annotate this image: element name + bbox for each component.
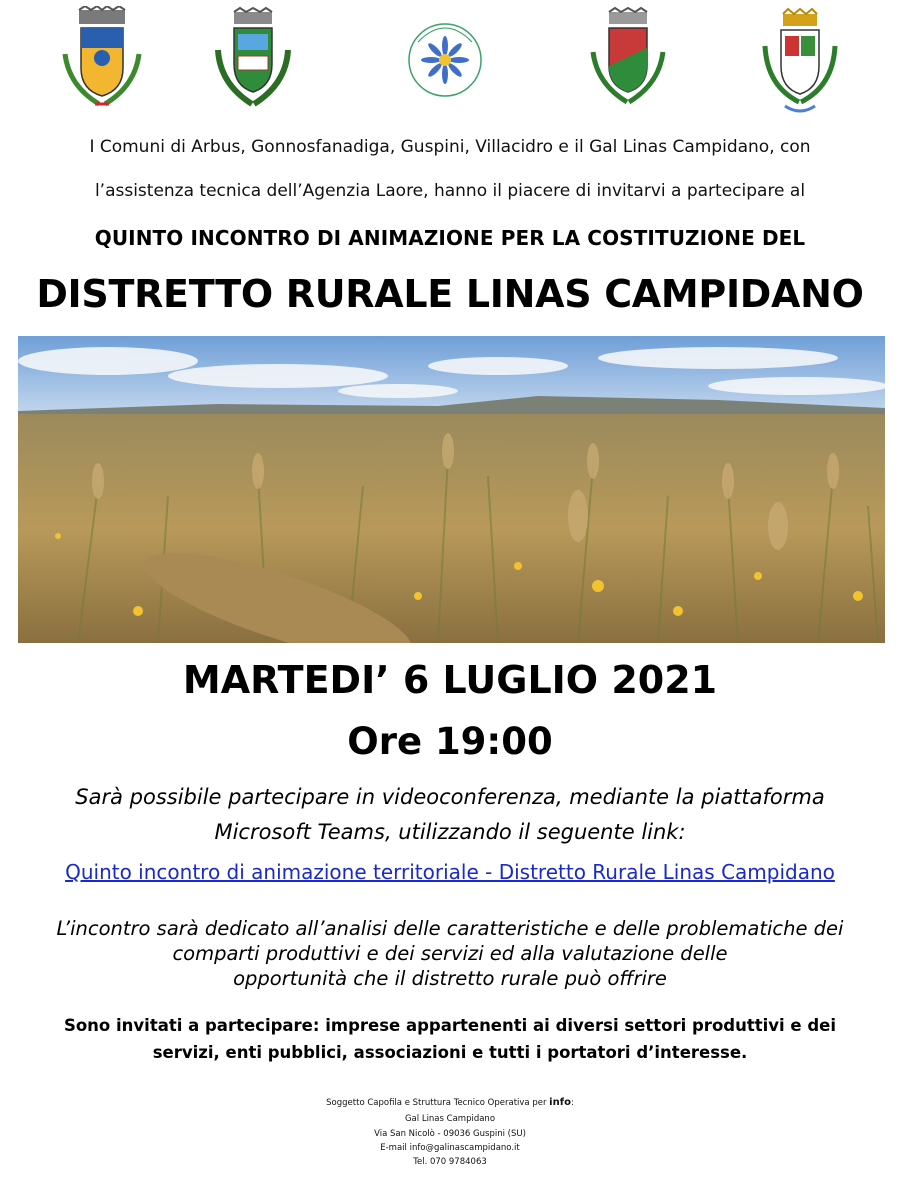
description-line-2: comparti produttivi e dei servizi ed alla valutazione delle [172,942,728,965]
footer-org-name: Gal Linas Campidano [404,1114,496,1124]
villacidro-coat-of-arms [755,6,845,118]
footer-line-1 [0,1097,900,1108]
logo-row [0,6,900,124]
event-title: DISTRETTO RURALE LINAS CAMPIDANO [36,272,864,316]
footer-line-1-prefix: Soggetto Capofila e Struttura Tecnico Operativa per [326,1098,547,1108]
gonnosfanadiga-coat-of-arms [208,6,298,118]
footer-address: Via San Nicolò - 09036 Guspini (SU) [374,1129,526,1139]
footer-email: E-mail info@galinascampidano.it [380,1143,520,1153]
guspini-coat-of-arms [583,6,673,118]
description-line-1: L’incontro sarà dedicato all’analisi delle caratteristiche e delle problematiche dei [56,917,844,940]
intro-line-2: l’assistenza tecnica dell’Agenzia Laore, hanno il piacere di invitarvi a partecipare al [94,181,806,201]
intro-line-1: I Comuni di Arbus, Gonnosfanadiga, Guspini, Villacidro e il Gal Linas Campidano, con [89,137,811,157]
event-time: Ore 19:00 [347,720,553,763]
footer-phone: Tel. 070 9784063 [413,1157,487,1167]
invitation-line-1: Sono invitati a partecipare: imprese appartenenti ai diversi settori produttivi e dei [63,1016,837,1035]
teams-meeting-link[interactable]: Quinto incontro di animazione territoriale - Distretto Rurale Linas Campidano [65,860,835,884]
footer-info-label: info [549,1097,571,1108]
participation-line-1: Sarà possibile partecipare in videoconferenza, mediante la piattaforma [75,785,825,809]
arbus-coat-of-arms [57,6,147,118]
wheat-field-photo [18,336,885,643]
gal-linas-campidano-logo [400,6,490,118]
participation-line-2: Microsoft Teams, utilizzando il seguente link: [214,820,686,844]
event-date: MARTEDI’ 6 LUGLIO 2021 [182,658,718,702]
footer-line-1-suffix: : [570,1098,574,1108]
invitation-line-2: servizi, enti pubblici, associazioni e tutti i portatori d’interesse. [152,1043,748,1062]
event-subtitle: QUINTO INCONTRO DI ANIMAZIONE PER LA COSTITUZIONE DEL [94,226,806,250]
description-line-3: opportunità che il distretto rurale può offrire [233,967,667,990]
